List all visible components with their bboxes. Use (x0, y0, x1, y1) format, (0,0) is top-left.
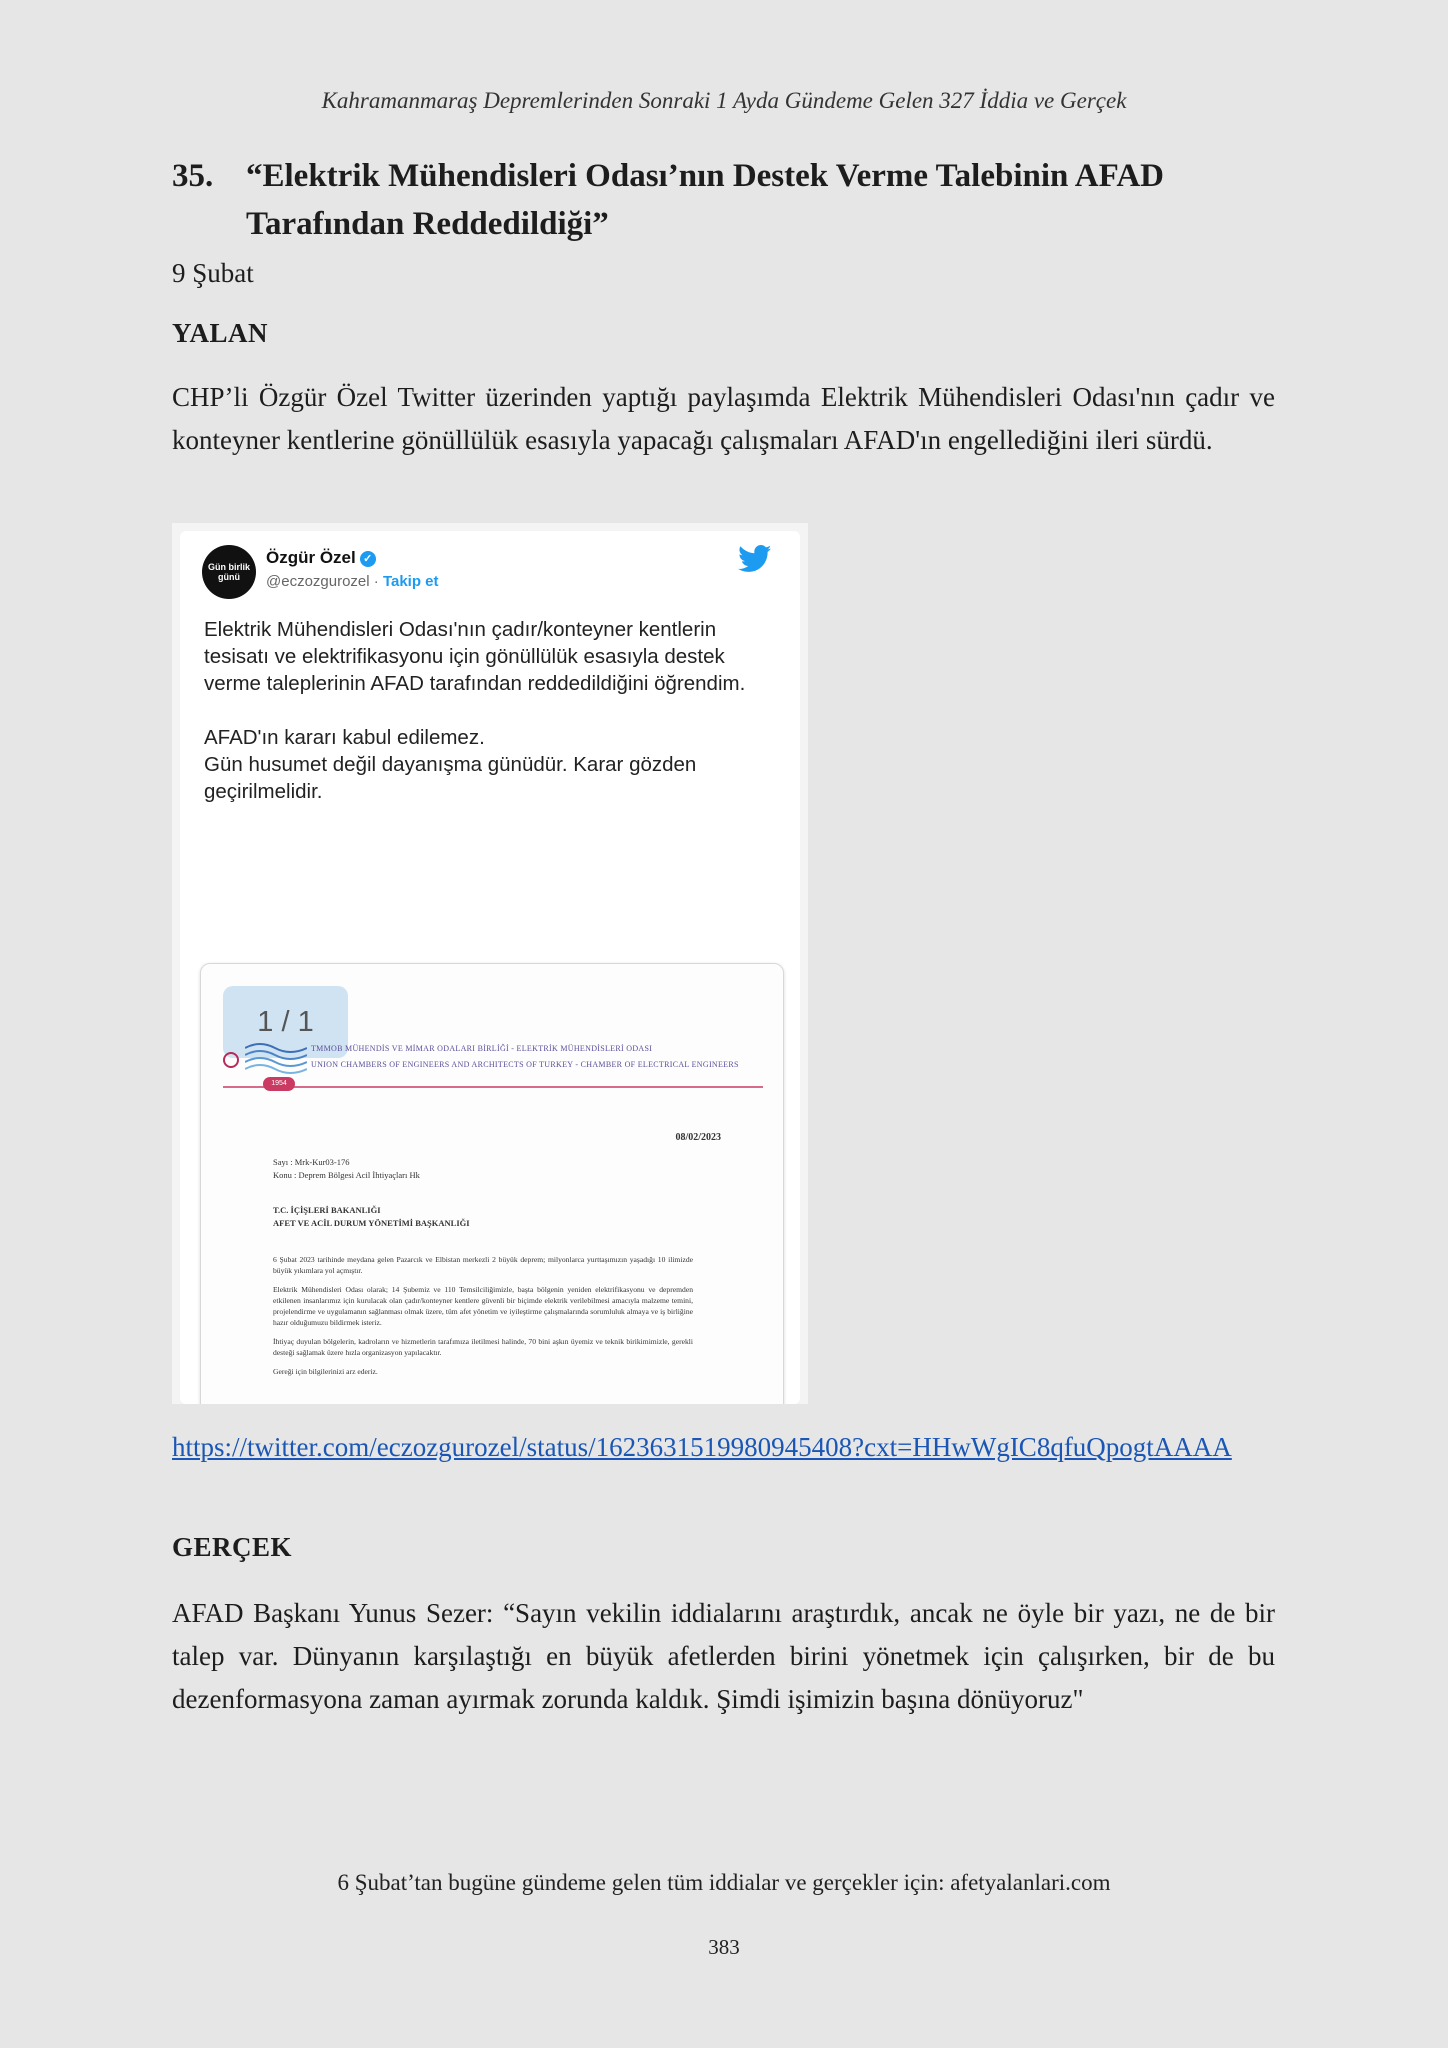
recipient-line: T.C. İÇİŞLERİ BAKANLIĞI (273, 1205, 381, 1215)
emo-logo-waves-icon (245, 1042, 307, 1076)
article-title-text (246, 152, 1164, 248)
author-handle[interactable]: @eczozgurozel (266, 573, 370, 590)
author-name: Özgür Özel (266, 548, 356, 567)
page-footer: 6 Şubat’tan bugüne gündeme gelen tüm iddialar ve gerçekler için: afetyalanlari.com (337, 1870, 1111, 1895)
follow-link[interactable]: Takip et (382, 573, 439, 590)
fact-label: GERÇEK (172, 1532, 293, 1562)
letter-ref: Sayı : Mrk-Kur03-176 (273, 1157, 350, 1167)
verdict-label: YALAN (172, 318, 269, 348)
letter-paragraph: Gereği için bilgilerinizi arz ederiz. (273, 1367, 378, 1376)
tweet-screenshot (172, 523, 808, 1404)
title-line-1: “Elektrik Mühendisleri Odası’nın Destek Verme Talebinin AFAD (246, 158, 1165, 194)
claim-paragraph: CHP’li Özgür Özel Twitter üzerinden yaptığı paylaşımda Elektrik Mühendisleri Odası'nın çadır ve konteyner kentlerine gönüllülük esasıyla yapacağı çalışmaları AFAD'ın engellediğini ileri sürdü. (172, 382, 1275, 455)
letterhead-rule (223, 1086, 763, 1088)
title-line-2: Tarafından Reddedildiği” (246, 206, 609, 242)
letter-body (273, 1254, 693, 1385)
org-name-en: UNION CHAMBERS OF ENGINEERS AND ARCHITECTS OF TURKEY - CHAMBER OF ELECTRICAL ENGINEERS (311, 1060, 739, 1069)
page-indicator: 1 / 1 (223, 986, 348, 1058)
source-link[interactable]: https://twitter.com/eczozgurozel/status/1623631519980945408?cxt=HHwWgIC8qfuQpogtAAAA (172, 1432, 1232, 1462)
fact-paragraph: AFAD Başkanı Yunus Sezer: “Sayın vekilin iddialarını araştırdık, ancak ne öyle bir yazı, ne de bir talep var. Dünyanın karşılaştığı en büyük afetlerden birini yönetmek için çalışırken, bir de bu dezenformasyona zaman ayırmak zorunda kaldık. Şimdi işimizin başına dönüyoruz" (172, 1598, 1275, 1714)
tweet-line: AFAD'ın kararı kabul edilemez. (204, 726, 485, 749)
attached-letter-image[interactable] (200, 963, 784, 1404)
running-header: Kahramanmaraş Depremlerinden Sonraki 1 Ayda Gündeme Gelen 327 İddia ve Gerçek (321, 88, 1127, 113)
letter-paragraph: Elektrik Mühendisleri Odası olarak; 14 Şubemiz ve 110 Temsilciliğimizle, başta bölgenin yeniden elektrifikasyonu ve depremden etkilenen insanlarımız için kurulacak olan çadır/konteyner kentlere güvenli bir biçimde elektrik verilebilmesi amacıyla malzeme temini, projelendirme ve uygulamanın sağlanması olmak üzere, tüm afet yönetim ve iyileştirme çalışmalarında sorumluluk almaya ve iş birliğine hazır olduğumuzu bildirmek isteriz. (273, 1285, 693, 1327)
twitter-bird-icon[interactable] (738, 545, 772, 573)
verified-icon: ✓ (360, 551, 376, 567)
avatar[interactable]: Gün birlik günü (202, 545, 256, 599)
letter-meta (273, 1156, 420, 1182)
recipient-line: AFET VE ACİL DURUM YÖNETİMİ BAŞKANLIĞI (273, 1218, 470, 1228)
letter-recipient (273, 1204, 470, 1230)
emo-logo-ring (223, 1052, 239, 1068)
tweet-handle-row (266, 573, 439, 590)
article-number: 35. (172, 158, 214, 194)
letter-paragraph: 6 Şubat 2023 tarihinde meydana gelen Pazarcık ve Elbistan merkezli 2 büyük deprem; milyonlarca yurttaşımızın yaşadığı 10 ilimizde büyük yıkımlara yol açmıştır. (273, 1255, 693, 1275)
tweet-paragraph-1: Elektrik Mühendisleri Odası'nın çadır/konteyner kentlerin tesisatı ve elektrifikasyonu için gönüllülük esasıyla destek verme taleplerinin AFAD tarafından reddedildiğini öğrendim. (204, 618, 746, 695)
org-name-tr: TMMOB MÜHENDİS VE MİMAR ODALARI BİRLİĞİ - ELEKTRİK MÜHENDİSLERİ ODASI (311, 1044, 653, 1053)
tweet-text (204, 616, 764, 805)
handle-separator: · (369, 573, 383, 590)
year-badge: 1954 (263, 1077, 295, 1091)
article-date: 9 Şubat (172, 258, 254, 288)
article-title (172, 152, 1282, 248)
letter-subject: Konu : Deprem Bölgesi Acil İhtiyaçları Hk (273, 1170, 420, 1180)
page-number: 383 (708, 1935, 740, 1959)
tweet-paragraph-2 (204, 724, 764, 805)
tweet-line: Gün husumet değil dayanışma günüdür. Karar gözden geçirilmelidir. (204, 753, 697, 803)
tweet-card (180, 531, 800, 1404)
tweet-author[interactable] (266, 548, 376, 568)
letter-date: 08/02/2023 (675, 1132, 721, 1143)
letter-paragraph: İhtiyaç duyulan bölgelerin, kadroların ve hizmetlerin tarafımıza iletilmesi halinde, 70 bini aşkın üyemiz ve teknik birikimimizle, gerekli desteği sağlamak üzere hızla organizasyon yapılacaktır. (273, 1337, 693, 1357)
